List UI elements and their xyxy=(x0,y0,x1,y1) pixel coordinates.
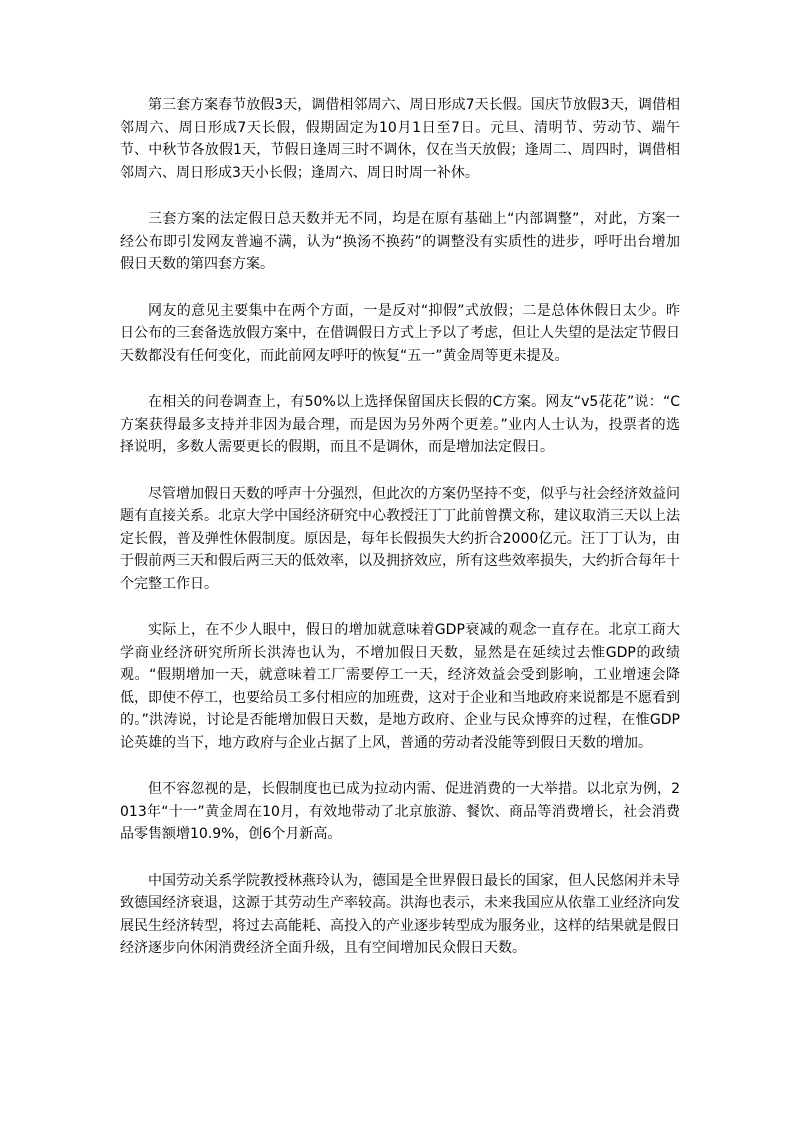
paragraph-5: 尽管增加假日天数的呼声十分强烈，但此次的方案仍坚持不变，似乎与社会经济效益问题有直接关系。北京大学中国经济研究中心教授汪丁丁此前曾撰文称，建议取消三天以上法定长假，普及弹性休假制度。原因是，每年长假损失大约折合2000亿元。汪丁丁认为，由于假前两三天和假后两三天的低效率，以及拥挤效应，所有这些效率损失，大约折合每年十个完整工作日。 xyxy=(120,485,680,592)
paragraph-4: 在相关的问卷调查上，有50%以上选择保留国庆长假的C方案。网友“v5花花”说：“C方案获得最多支持并非因为最合理，而是因为另外两个更差。”业内人士认为，投票者的选择说明，多数人需要更长的假期，而且不是调休，而是增加法定假日。 xyxy=(120,394,680,455)
paragraph-6: 实际上，在不少人眼中，假日的增加就意味着GDP衰减的观念一直存在。北京工商大学商业经济研究所所长洪涛也认为，不增加假日天数，显然是在延续过去惟GDP的政绩观。“假期增加一天，就意味着工厂需要停工一天，经济效益会受到影响，工业增速会降低，即使不停工，也要给员工多付相应的加班费，这对于企业和当地政府来说都是不愿看到的。”洪涛说，讨论是否能增加假日天数，是地方政府、企业与民众博弈的过程，在惟GDP论英雄的当下，地方政府与企业占据了上风，普通的劳动者没能等到假日天数的增加。 xyxy=(120,622,680,751)
paragraph-2: 三套方案的法定假日总天数并无不同，均是在原有基础上“内部调整”，对此，方案一经公布即引发网友普遍不满，认为“换汤不换药”的调整没有实质性的进步，呼吁出台增加假日天数的第四套方案。 xyxy=(120,211,680,272)
paragraph-8: 中国劳动关系学院教授林燕玲认为，德国是全世界假日最长的国家，但人民悠闲并未导致德国经济衰退，这源于其劳动生产率较高。洪海也表示，未来我国应从依靠工业经济向发展民生经济转型，将过去高能耗、高投入的产业逐步转型成为服务业，这样的结果就是假日经济逐步向休闲消费经济全面升级，且有空间增加民众假日天数。 xyxy=(120,872,680,956)
document-page xyxy=(120,94,680,984)
paragraph-3: 网友的意见主要集中在两个方面，一是反对“抑假”式放假；二是总体休假日太少。昨日公布的三套备选放假方案中，在借调假日方式上予以了考虑，但让人失望的是法定节假日天数都没有任何变化，而此前网友呼吁的恢复“五一”黄金周等更未提及。 xyxy=(120,302,680,364)
paragraph-1: 第三套方案春节放假3天，调借相邻周六、周日形成7天长假。国庆节放假3天，调借相邻周六、周日形成7天长假，假期固定为10月1日至7日。元旦、清明节、劳动节、端午节、中秋节各放假1天，节假日逢周三时不调休，仅在当天放假；逢周二、周四时，调借相邻周六、周日形成3天小长假；逢周六、周日时周一补休。 xyxy=(120,97,680,181)
paragraph-7: 但不容忽视的是，长假制度也已成为拉动内需、促进消费的一大举措。以北京为例，2013年“十一”黄金周在10月，有效地带动了北京旅游、餐饮、商品等消费增长，社会消费品零售额增10.9%，创6个月新高。 xyxy=(120,781,680,842)
